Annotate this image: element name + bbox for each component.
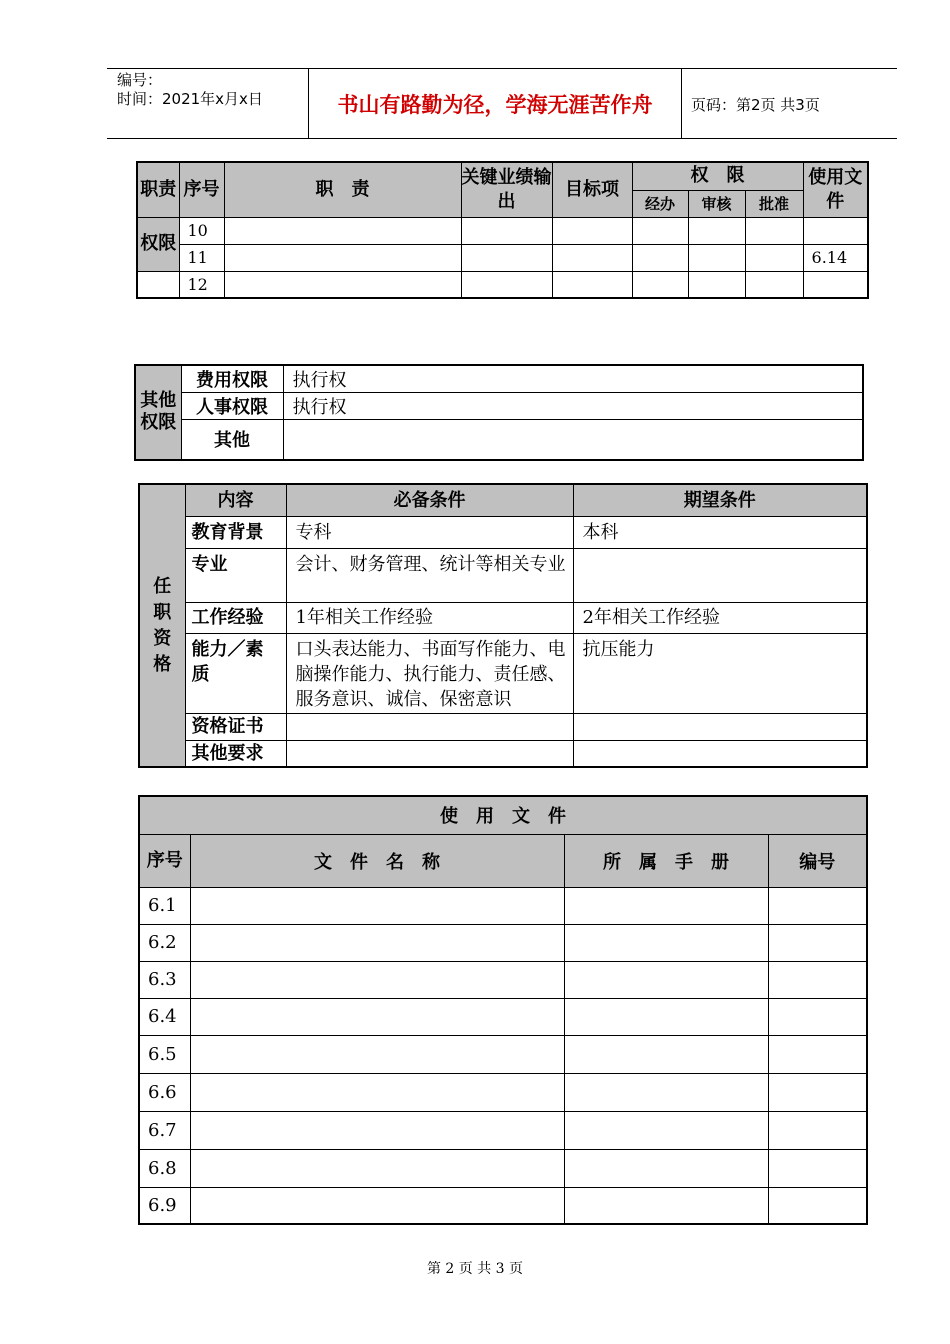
- resp-handle-cell: [632, 217, 688, 244]
- docs-name-cell: [190, 924, 564, 961]
- resp-duty-header: 职 责: [224, 162, 461, 217]
- qual-required-cell: 专科: [286, 516, 573, 548]
- docs-seq-cell: 6.6: [139, 1073, 190, 1111]
- resp-key-output-cell: [461, 244, 552, 271]
- qual-required-cell: [286, 713, 573, 740]
- table-row: [139, 1035, 867, 1073]
- resp-doc-cell: [803, 271, 868, 298]
- resp-approve-cell: [745, 217, 803, 244]
- docs-manual-cell: [564, 1149, 768, 1187]
- table-row: [139, 740, 867, 767]
- table-row: [139, 516, 867, 548]
- qual-row-label: 专业: [185, 548, 286, 602]
- resp-duty-cell: [224, 217, 461, 244]
- table-row: [137, 271, 868, 298]
- table-row: [139, 1111, 867, 1149]
- table-row: [137, 244, 868, 271]
- table-row: [139, 998, 867, 1035]
- resp-approve-cell: [745, 244, 803, 271]
- qual-row-label: 能力／素质: [185, 633, 286, 713]
- table-row: [135, 393, 863, 420]
- resp-review-header: 审核: [688, 190, 745, 217]
- qual-row-label: 资格证书: [185, 713, 286, 740]
- docs-manual-cell: [564, 1073, 768, 1111]
- resp-authority-section-label: 权限: [137, 217, 179, 271]
- resp-key-output-cell: [461, 217, 552, 244]
- docs-seq-cell: 6.1: [139, 887, 190, 924]
- qual-desired-cell: [573, 713, 867, 740]
- resp-doc-cell: [803, 217, 868, 244]
- other-authority-label: 人事权限: [181, 393, 283, 420]
- docs-seq-cell: 6.8: [139, 1149, 190, 1187]
- docs-seq-cell: 6.4: [139, 998, 190, 1035]
- docs-manual-cell: [564, 887, 768, 924]
- resp-seq-cell: 12: [179, 271, 224, 298]
- docs-manual-cell: [564, 998, 768, 1035]
- responsibility-table: [136, 161, 869, 299]
- qual-row-label: 工作经验: [185, 602, 286, 633]
- table-row: [139, 1073, 867, 1111]
- docs-name-cell: [190, 887, 564, 924]
- docs-seq-cell: 6.3: [139, 961, 190, 998]
- resp-review-cell: [688, 217, 745, 244]
- qual-required-cell: 口头表达能力、书面写作能力、电脑操作能力、执行能力、责任感、服务意识、诚信、保密意识: [286, 633, 573, 713]
- other-authority-label: 其他: [181, 420, 283, 460]
- qual-row-label: 其他要求: [185, 740, 286, 767]
- docs-code-cell: [768, 924, 867, 961]
- header-date: 时间：2021年x月x日: [117, 90, 263, 108]
- qual-required-cell: [286, 740, 573, 767]
- resp-target-cell: [552, 217, 632, 244]
- docs-seq-cell: 6.5: [139, 1035, 190, 1073]
- docs-code-cell: [768, 1149, 867, 1187]
- qual-desired-cell: [573, 548, 867, 602]
- other-authority-value: 执行权: [283, 365, 863, 393]
- resp-review-cell: [688, 244, 745, 271]
- other-authority-value: 执行权: [283, 393, 863, 420]
- qualification-section-label: 任职资格: [139, 484, 185, 767]
- resp-doc-cell: 6.14: [803, 244, 868, 271]
- docs-manual-header: 所 属 手 册: [564, 834, 768, 887]
- docs-code-cell: [768, 1187, 867, 1224]
- docs-code-cell: [768, 1111, 867, 1149]
- other-authority-label: 费用权限: [181, 365, 283, 393]
- resp-seq-header: 序号: [179, 162, 224, 217]
- table-row: [135, 365, 863, 393]
- table-row: [139, 961, 867, 998]
- resp-handle-header: 经办: [632, 190, 688, 217]
- docs-name-cell: [190, 1187, 564, 1224]
- qual-desired-cell: 抗压能力: [573, 633, 867, 713]
- qual-required-cell: 会计、财务管理、统计等相关专业: [286, 548, 573, 602]
- resp-section-header: 职责: [137, 162, 179, 217]
- resp-authority-header: 权 限: [632, 162, 803, 190]
- table-row: [139, 1187, 867, 1224]
- resp-section-empty-cell: [137, 271, 179, 298]
- documents-table: [138, 795, 868, 1225]
- resp-approve-cell: [745, 271, 803, 298]
- table-row: [135, 420, 863, 460]
- table-row: [139, 548, 867, 602]
- resp-key-output-header: 关键业绩输出: [461, 162, 552, 217]
- resp-seq-cell: 10: [179, 217, 224, 244]
- header-motto: 书山有路勤为径，学海无涯苦作舟: [337, 92, 653, 117]
- other-authority-value: [283, 420, 863, 460]
- docs-name-cell: [190, 998, 564, 1035]
- header-divider: [681, 69, 682, 138]
- docs-name-cell: [190, 961, 564, 998]
- docs-manual-cell: [564, 924, 768, 961]
- table-row: [139, 633, 867, 713]
- docs-code-header: 编号: [768, 834, 867, 887]
- resp-target-cell: [552, 244, 632, 271]
- qual-required-cell: 1年相关工作经验: [286, 602, 573, 633]
- resp-handle-cell: [632, 271, 688, 298]
- other-authority-table: [134, 364, 864, 461]
- header-page-number: 页码：第2页 共3页: [691, 96, 820, 114]
- docs-seq-header: 序号: [139, 834, 190, 887]
- other-authority-section-label: 其他权限: [135, 365, 181, 460]
- table-row: [139, 1149, 867, 1187]
- docs-code-cell: [768, 998, 867, 1035]
- docs-manual-cell: [564, 1187, 768, 1224]
- resp-key-output-cell: [461, 271, 552, 298]
- docs-name-cell: [190, 1035, 564, 1073]
- qual-desired-header: 期望条件: [573, 484, 867, 516]
- table-row: [139, 713, 867, 740]
- resp-target-header: 目标项: [552, 162, 632, 217]
- docs-name-cell: [190, 1073, 564, 1111]
- docs-name-cell: [190, 1149, 564, 1187]
- page-header: [107, 68, 897, 139]
- docs-manual-cell: [564, 1111, 768, 1149]
- resp-seq-cell: 11: [179, 244, 224, 271]
- header-number: 编号：: [117, 71, 163, 89]
- resp-duty-cell: [224, 271, 461, 298]
- page-footer: 第 2 页 共 3 页: [426, 1261, 524, 1277]
- resp-docs-header: 使用文件: [803, 162, 868, 217]
- resp-target-cell: [552, 271, 632, 298]
- qualification-table: [138, 483, 868, 768]
- resp-approve-header: 批准: [745, 190, 803, 217]
- qual-content-header: 内容: [185, 484, 286, 516]
- resp-handle-cell: [632, 244, 688, 271]
- table-row: [139, 602, 867, 633]
- docs-seq-cell: 6.9: [139, 1187, 190, 1224]
- resp-duty-cell: [224, 244, 461, 271]
- table-row: [137, 217, 868, 244]
- docs-manual-cell: [564, 961, 768, 998]
- docs-code-cell: [768, 961, 867, 998]
- docs-table-title: 使 用 文 件: [139, 796, 867, 834]
- docs-seq-cell: 6.2: [139, 924, 190, 961]
- docs-name-cell: [190, 1111, 564, 1149]
- docs-code-cell: [768, 1035, 867, 1073]
- qual-desired-cell: 2年相关工作经验: [573, 602, 867, 633]
- qual-row-label: 教育背景: [185, 516, 286, 548]
- resp-review-cell: [688, 271, 745, 298]
- docs-name-header: 文 件 名 称: [190, 834, 564, 887]
- docs-code-cell: [768, 887, 867, 924]
- table-row: [139, 887, 867, 924]
- qual-required-header: 必备条件: [286, 484, 573, 516]
- docs-manual-cell: [564, 1035, 768, 1073]
- table-row: [139, 924, 867, 961]
- header-meta: [117, 71, 263, 109]
- qual-desired-cell: 本科: [573, 516, 867, 548]
- docs-seq-cell: 6.7: [139, 1111, 190, 1149]
- qual-desired-cell: [573, 740, 867, 767]
- docs-code-cell: [768, 1073, 867, 1111]
